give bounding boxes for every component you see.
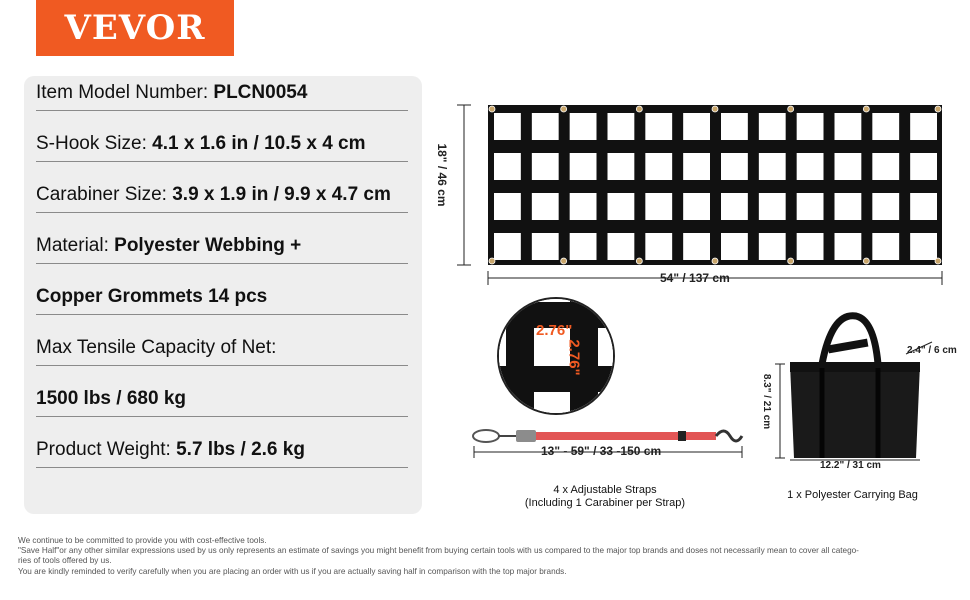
grommet-icon [489,258,495,264]
strap-caption-line1: 4 x Adjustable Straps [553,484,657,496]
net-opening [872,153,899,180]
net-opening [683,233,710,260]
net-opening [570,233,597,260]
grommet-icon [788,106,794,112]
spec-value: 3.9 x 1.9 in / 9.9 x 4.7 cm [172,184,391,205]
net-opening [910,113,937,140]
grommet-icon [636,106,642,112]
grommet-icon [712,106,718,112]
net-width-label: 54" / 137 cm [660,271,730,285]
bag-depth-label: 2.4" / 6 cm [907,345,957,356]
spec-s-hook [36,133,408,162]
carrying-bag-illustration [770,312,960,472]
net-opening [645,113,672,140]
spec-material-cont [36,286,408,315]
net-opening [759,113,786,140]
net-opening [532,113,559,140]
net-opening [645,193,672,220]
net-opening [645,233,672,260]
net-opening [721,233,748,260]
bag-caption: 1 x Polyester Carrying Bag [787,489,918,501]
spec-carabiner [36,184,408,213]
net-opening [835,193,862,220]
net-opening [910,233,937,260]
net-opening [759,233,786,260]
net-opening [835,113,862,140]
detail-label-horizontal: 2.76" [536,322,573,339]
spec-weight [36,439,408,468]
spec-panel [24,76,422,514]
grommet-icon [636,258,642,264]
net-grid [488,105,942,265]
net-height-label: 18" / 46 cm [435,143,449,207]
bag-width-label: 12.2" / 31 cm [820,460,881,471]
spec-model [36,82,408,111]
net-opening [721,193,748,220]
spec-tensile [36,337,408,366]
spec-label: Carabiner Size: [36,184,173,205]
strap-caption [500,484,710,510]
spec-value: 1500 lbs / 680 kg [36,388,186,409]
spec-value: PLCN0054 [213,82,308,103]
net-opening [532,193,559,220]
net-opening [835,233,862,260]
grommet-icon [561,106,567,112]
grommet-icon [489,106,495,112]
net-opening [683,193,710,220]
net-opening [872,233,899,260]
strap-length-label: 13" - 59" / 33 -150 cm [541,444,662,458]
net-opening [608,153,635,180]
net-opening [494,153,521,180]
grommet-icon [788,258,794,264]
net-opening [683,113,710,140]
disclaimer-line: "Save Half"or any other similar expressions used by us only represents an estimate of savings you might benefit from buying certain tools with us compared to the major top brands and doses not necessarily mean to cover all catego- [18,546,859,556]
bag-height-label: 8.3" / 21 cm [761,373,773,430]
net-opening [797,153,824,180]
net-opening [721,113,748,140]
net-opening [797,193,824,220]
net-opening [910,153,937,180]
detail-label-vertical: 2.76" [565,339,583,376]
net-opening [570,113,597,140]
net-opening [759,193,786,220]
disclaimer-line: You are kindly reminded to verify carefully when you are placing an order with us if you are actually saving half in comparison with the top major brands. [18,566,567,576]
net-opening [494,193,521,220]
spec-label: S-Hook Size: [36,133,153,154]
net-opening [570,153,597,180]
brand-logo: VEVOR [36,0,234,56]
grommet-icon [863,106,869,112]
spec-value: 5.7 lbs / 2.6 kg [176,439,305,460]
net-opening [835,153,862,180]
strap-caption-line2: (Including 1 Carabiner per Strap) [524,497,686,509]
disclaimer [18,536,948,577]
net-opening [645,153,672,180]
spec-value: Copper Grommets 14 pcs [36,286,268,307]
spec-material [36,235,408,264]
net-opening [570,193,597,220]
disclaimer-line: We continue to be committed to provide you with cost-effective tools. [18,536,267,545]
net-opening [872,113,899,140]
net-opening [683,153,710,180]
net-opening [872,193,899,220]
grommet-icon [935,258,941,264]
net-opening [608,193,635,220]
net-opening [608,113,635,140]
spec-label: Max Tensile Capacity of Net: [36,337,277,358]
grommet-icon [935,106,941,112]
net-opening [759,153,786,180]
spec-tensile-value [36,388,408,417]
grommet-icon [712,258,718,264]
grommet-icon [561,258,567,264]
spec-label: Material: [36,235,115,256]
net-opening [494,113,521,140]
spec-value: Polyester Webbing + [114,235,302,256]
net-opening [721,153,748,180]
spec-label: Item Model Number: [36,82,214,103]
net-opening [910,193,937,220]
cargo-net-illustration [440,95,955,295]
net-opening [532,153,559,180]
net-opening [494,233,521,260]
net-opening [532,233,559,260]
disclaimer-line: ries of tools offered by us. [18,556,112,566]
grommet-icon [863,258,869,264]
spec-label: Product Weight: [36,439,177,460]
net-opening [608,233,635,260]
net-detail-circle [496,296,616,416]
spec-value: 4.1 x 1.6 in / 10.5 x 4 cm [152,133,366,154]
net-opening [797,233,824,260]
net-opening [797,113,824,140]
